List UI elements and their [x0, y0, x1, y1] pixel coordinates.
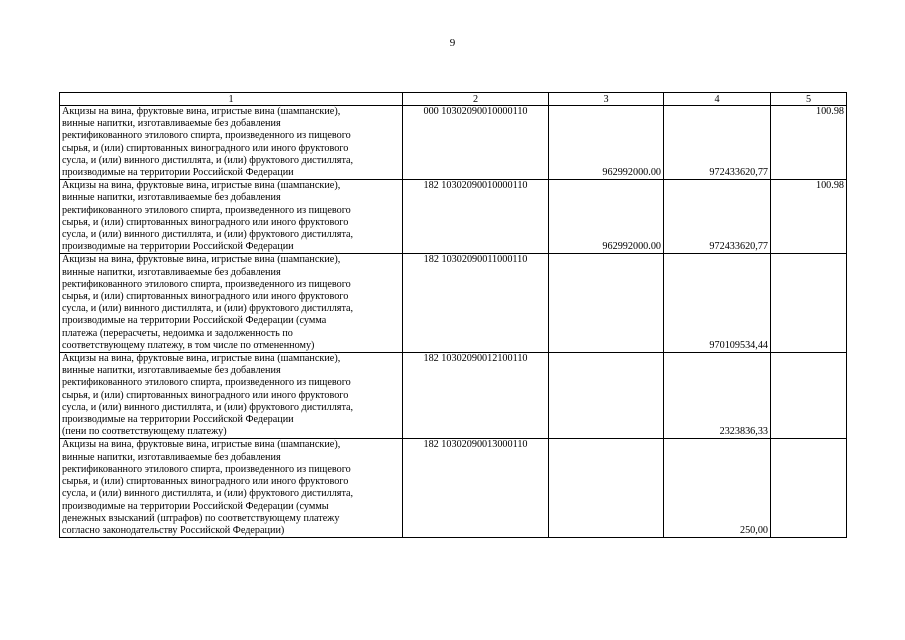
table-row: [60, 180, 847, 254]
column-header-4: 4: [664, 93, 771, 106]
executed-amount-cell: 972433620,77: [664, 180, 771, 254]
execution-percent-cell: [771, 353, 847, 439]
table-row: [60, 439, 847, 538]
table-row: [60, 254, 847, 353]
executed-amount-cell: 972433620,77: [664, 106, 771, 180]
page-number: 9: [449, 37, 456, 49]
execution-percent-cell: 100.98: [771, 106, 847, 180]
executed-amount-cell: 970109534,44: [664, 254, 771, 353]
column-header-3: 3: [549, 93, 664, 106]
plan-amount-cell: [549, 353, 664, 439]
plan-amount-cell: [549, 439, 664, 538]
execution-percent-cell: [771, 439, 847, 538]
income-name-cell: Акцизы на вина, фруктовые вина, игристые вина (шампанские), винные напитки, изготавливаемые без добавления ректификованного этилового спирта, произведенного из пищевого сырья, и (или) спиртованных виноградного или иного фруктового сусла, и (или) винного дистиллята, и (или) фруктового дистиллята, производимые на территории Российской Федерации (сумма платежа (перерасчеты, недоимка и задолженность по соответствующему платежу, в том числе по отмененному): [60, 254, 403, 353]
column-header-2: 2: [403, 93, 549, 106]
budget-code-cell: 182 10302090010000110: [403, 180, 549, 254]
execution-percent-cell: [771, 254, 847, 353]
income-name-cell: Акцизы на вина, фруктовые вина, игристые вина (шампанские), винные напитки, изготавливаемые без добавления ректификованного этилового спирта, произведенного из пищевого сырья, и (или) спиртованных виноградного или иного фруктового сусла, и (или) винного дистиллята, и (или) фруктового дистиллята, производимые на территории Российской Федерации: [60, 180, 403, 254]
column-header-5: 5: [771, 93, 847, 106]
income-name-cell: Акцизы на вина, фруктовые вина, игристые вина (шампанские), винные напитки, изготавливаемые без добавления ректификованного этилового спирта, произведенного из пищевого сырья, и (или) спиртованных виноградного или иного фруктового сусла, и (или) винного дистиллята, и (или) фруктового дистиллята, производимые на территории Российской Федерации (пени по соответствующему платежу): [60, 353, 403, 439]
revenue-table: [59, 92, 847, 538]
budget-code-cell: 182 10302090012100110: [403, 353, 549, 439]
executed-amount-cell: 2323836,33: [664, 353, 771, 439]
executed-amount-cell: 250,00: [664, 439, 771, 538]
table-row: [60, 106, 847, 180]
income-name-cell: Акцизы на вина, фруктовые вина, игристые вина (шампанские), винные напитки, изготавливаемые без добавления ректификованного этилового спирта, произведенного из пищевого сырья, и (или) спиртованных виноградного или иного фруктового сусла, и (или) винного дистиллята, и (или) фруктового дистиллята, производимые на территории Российской Федерации: [60, 106, 403, 180]
budget-code-cell: 182 10302090013000110: [403, 439, 549, 538]
header-row: [60, 93, 847, 106]
plan-amount-cell: [549, 254, 664, 353]
table-row: [60, 353, 847, 439]
plan-amount-cell: 962992000.00: [549, 180, 664, 254]
budget-code-cell: 182 10302090011000110: [403, 254, 549, 353]
budget-code-cell: 000 10302090010000110: [403, 106, 549, 180]
execution-percent-cell: 100.98: [771, 180, 847, 254]
plan-amount-cell: 962992000.00: [549, 106, 664, 180]
income-name-cell: Акцизы на вина, фруктовые вина, игристые вина (шампанские), винные напитки, изготавливаемые без добавления ректификованного этилового спирта, произведенного из пищевого сырья, и (или) спиртованных виноградного или иного фруктового сусла, и (или) винного дистиллята, и (или) фруктового дистиллята, производимые на территории Российской Федерации (суммы денежных взысканий (штрафов) по соответствующему платежу согласно законодательству Российской Федерации): [60, 439, 403, 538]
column-header-1: 1: [60, 93, 403, 106]
